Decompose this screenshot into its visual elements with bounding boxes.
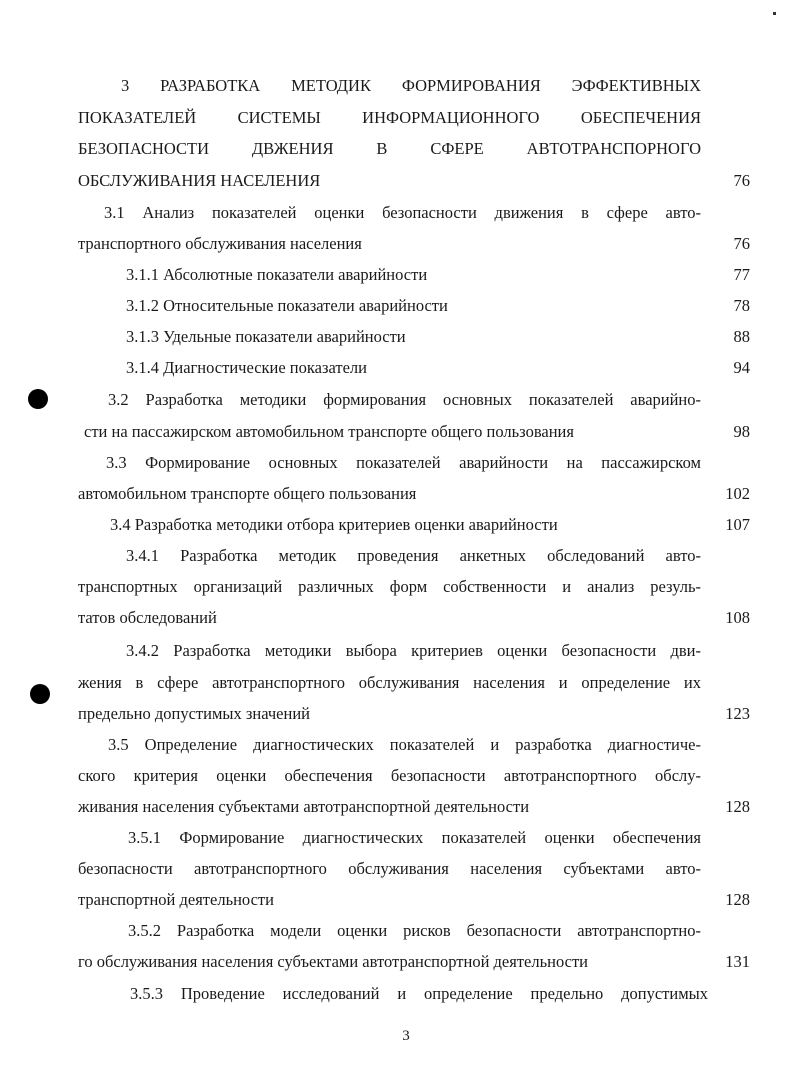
toc-entry-3-5-2-line-1: 3.5.2 Разработка модели оценки рисков безопасности автотранспортно- [128, 921, 701, 940]
toc-entry-3-line-4: ОБСЛУЖИВАНИЯ НАСЕЛЕНИЯ [78, 171, 321, 190]
page-number: 3 [402, 1028, 410, 1044]
toc-entry-3-1-1-page: 77 [733, 265, 750, 284]
toc-entry-3-3-line-2: автомобильном транспорте общего пользования [78, 484, 417, 503]
toc-entry-3-5-page: 128 [725, 797, 750, 816]
toc-entry-3-5-1-line-3: транспортной деятельности [78, 890, 274, 909]
toc-entry-3-3-page: 102 [725, 484, 750, 503]
toc-entry-3-3-line-1: 3.3 Формирование основных показателей аварийности на пассажирском [106, 453, 701, 472]
toc-entry-3-4-page: 107 [725, 515, 750, 534]
toc-entry-3-4-2-line-1: 3.4.2 Разработка методики выбора критериев оценки безопасности дви- [126, 641, 701, 660]
toc-entry-3-4-1-page: 108 [725, 608, 750, 627]
toc-entry-3-1-2: 3.1.2 Относительные показатели аварийности [126, 296, 448, 315]
toc-entry-3-line-3: БЕЗОПАСНОСТИ ДВЖЕНИЯ В СФЕРЕ АВТОТРАНСПОРНОГО [78, 139, 701, 158]
toc-entry-3-line-1: 3 РАЗРАБОТКА МЕТОДИК ФОРМИРОВАНИЯ ЭФФЕКТИВНЫХ [121, 76, 701, 95]
toc-entry-3-1-3-page: 88 [733, 327, 750, 346]
toc-entry-3-2-line-1: 3.2 Разработка методики формирования основных показателей аварийно- [108, 390, 701, 409]
toc-entry-3-1-3: 3.1.3 Удельные показатели аварийности [126, 327, 406, 346]
toc-entry-3-5-1-line-2: безопасности автотранспортного обслуживания населения субъектами авто- [78, 859, 701, 878]
toc-entry-3-4-2-page: 123 [725, 704, 750, 723]
toc-entry-3-5-2-page: 131 [725, 952, 750, 971]
toc-entry-3-1-page: 76 [733, 234, 750, 253]
toc-entry-3-1-line-1: 3.1 Анализ показателей оценки безопасности движения в сфере авто- [104, 203, 701, 222]
toc-entry-3-1-4: 3.1.4 Диагностические показатели [126, 358, 367, 377]
binder-hole-top [28, 389, 48, 409]
toc-entry-3-4: 3.4 Разработка методики отбора критериев оценки аварийности [110, 515, 558, 534]
toc-entry-3-1-2-page: 78 [733, 296, 750, 315]
toc-entry-3-5-line-3: живания населения субъектами автотранспортной деятельности [78, 797, 530, 816]
toc-entry-3-5-line-1: 3.5 Определение диагностических показателей и разработка диагностиче- [108, 735, 701, 754]
toc-entry-3-5-3-line-1: 3.5.3 Проведение исследований и определение предельно допустимых [130, 984, 708, 1003]
toc-entry-3-page: 76 [733, 171, 750, 190]
toc-entry-3-1-4-page: 94 [733, 358, 750, 377]
toc-entry-3-4-2-line-2: жения в сфере автотранспортного обслуживания населения и определение их [78, 673, 701, 692]
toc-entry-3-4-1-line-1: 3.4.1 Разработка методик проведения анкетных обследований авто- [126, 546, 701, 565]
toc-entry-3-2-line-2: сти на пассажирском автомобильном транспорте общего пользования [84, 422, 574, 441]
toc-entry-3-line-2: ПОКАЗАТЕЛЕЙ СИСТЕМЫ ИНФОРМАЦИОННОГО ОБЕСПЕЧЕНИЯ [78, 108, 701, 127]
toc-entry-3-2-page: 98 [733, 422, 750, 441]
toc-entry-3-5-1-line-1: 3.5.1 Формирование диагностических показателей оценки обеспечения [128, 828, 701, 847]
toc-entry-3-1-line-2: транспортного обслуживания населения [78, 234, 362, 253]
scan-mark [773, 12, 776, 15]
toc-entry-3-4-1-line-3: татов обследований [78, 608, 217, 627]
toc-entry-3-5-line-2: ского критерия оценки обеспечения безопасности автотранспортного обслу- [78, 766, 701, 785]
toc-entry-3-4-2-line-3: предельно допустимых значений [78, 704, 310, 723]
toc-entry-3-4-1-line-2: транспортных организаций различных форм собственности и анализ резуль- [78, 577, 701, 596]
toc-entry-3-1-1: 3.1.1 Абсолютные показатели аварийности [126, 265, 428, 284]
toc-entry-3-5-2-line-2: го обслуживания населения субъектами автотранспортной деятельности [78, 952, 588, 971]
toc-entry-3-5-1-page: 128 [725, 890, 750, 909]
binder-hole-bottom [30, 684, 50, 704]
